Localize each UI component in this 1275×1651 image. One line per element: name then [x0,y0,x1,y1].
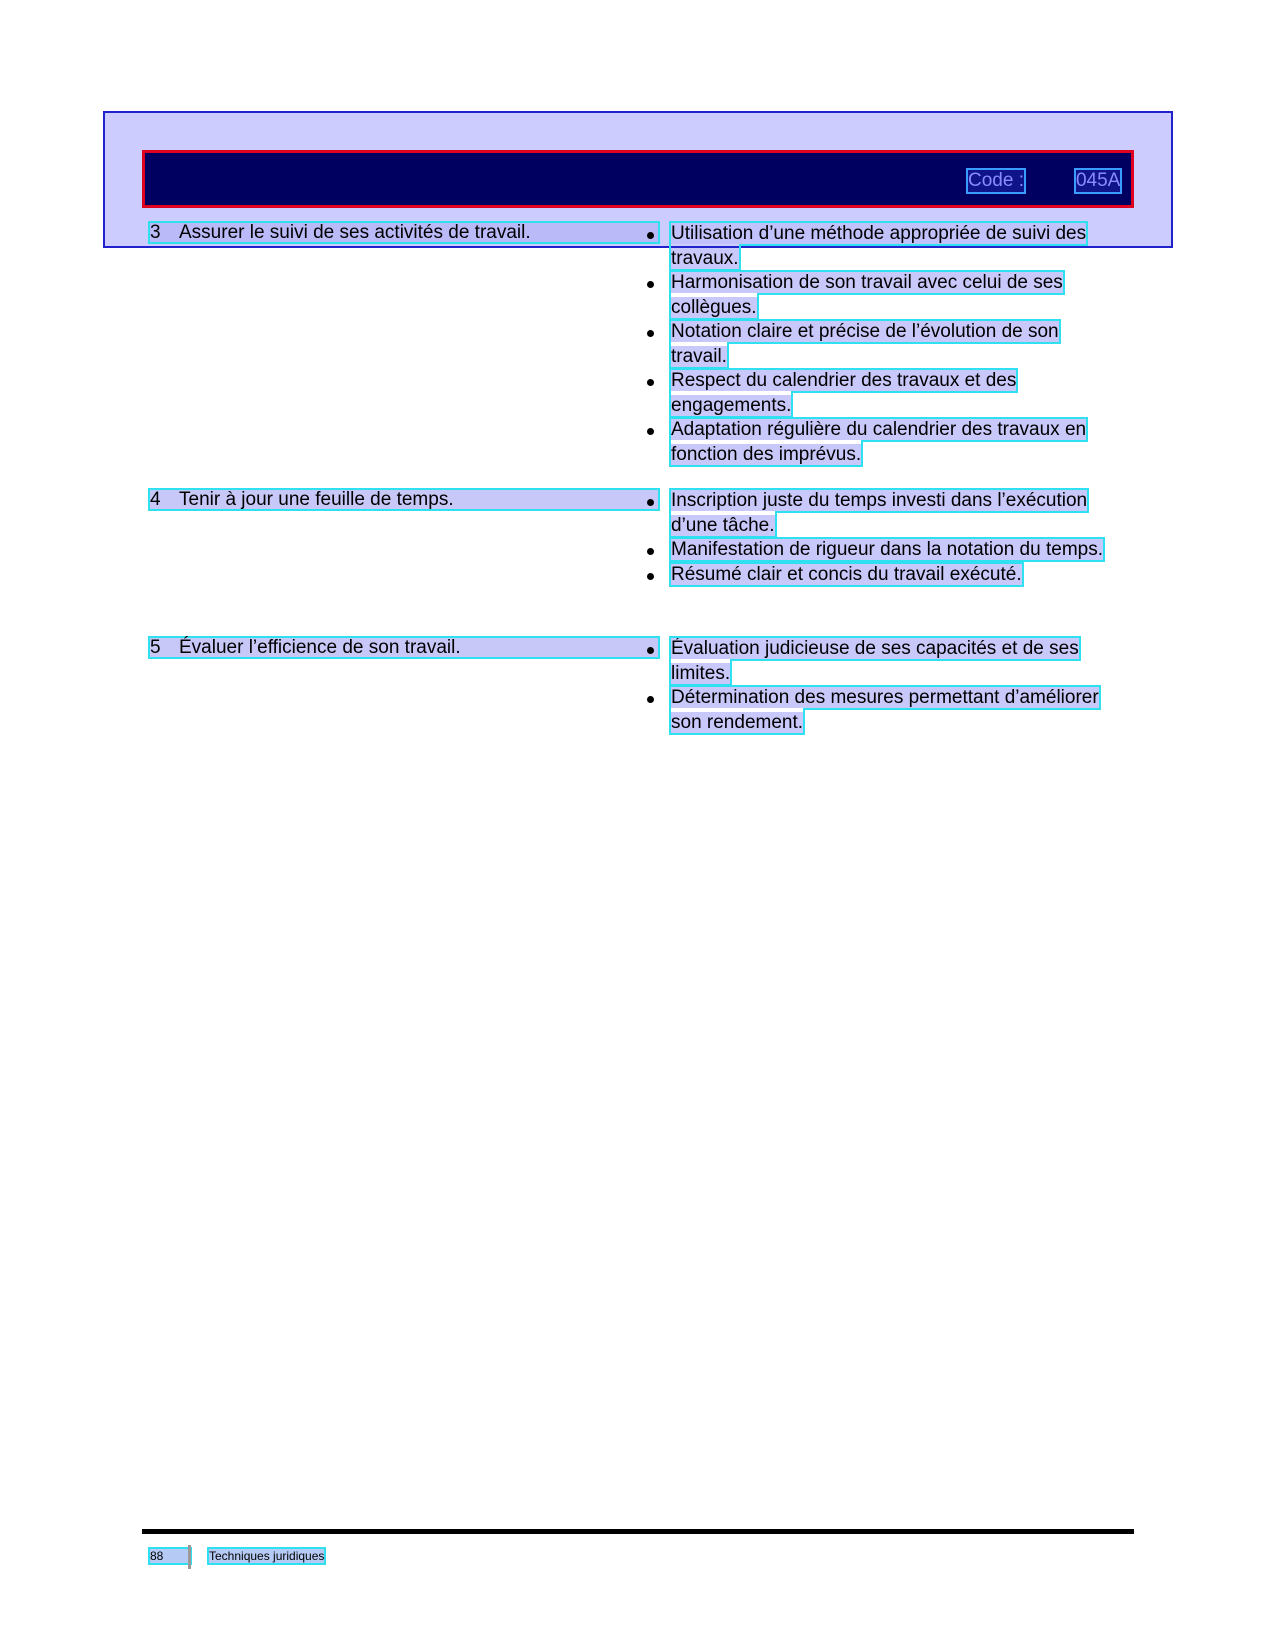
bullet-icon [647,379,654,386]
criteria-item: Notation claire et précise de l’évolution de son travail. [647,320,1117,369]
criteria-list [647,489,1117,587]
page-footer [150,1545,324,1569]
criteria-item: Résumé clair et concis du travail exécuté. [647,563,1117,588]
bullet-icon [647,696,654,703]
criteria-item: Évaluation judicieuse de ses capacités et de ses limites. [647,637,1117,686]
criteria-item: Adaptation régulière du calendrier des travaux en fonction des imprévus. [647,418,1117,467]
bullet-icon [647,232,654,239]
code-value: 045A [1075,170,1121,191]
competence-text: Évaluer l’efficience de son travail. [179,637,461,658]
competence-text: Assurer le suivi de ses activités de travail. [179,222,531,243]
footer-rule [142,1529,1134,1534]
criteria-item: Utilisation d’une méthode appropriée de suivi des travaux. [647,222,1117,271]
bullet-icon [647,647,654,654]
bullet-icon [647,428,654,435]
competence-number: 3 [150,222,161,243]
criteria-list [647,637,1117,735]
competence-number: 5 [150,637,161,658]
bullet-icon [647,548,654,555]
footer-separator [188,1545,191,1569]
bullet-icon [647,499,654,506]
criteria-item: Manifestation de rigueur dans la notation du temps. [647,538,1117,563]
program-name: Techniques juridiques [209,1549,325,1564]
competence-number: 4 [150,489,161,510]
bullet-icon [647,330,654,337]
code-prefix: Code : [968,170,1024,191]
program-code [968,170,1120,192]
criteria-list [647,222,1117,467]
criteria-item: Respect du calendrier des travaux et des engagements. [647,369,1117,418]
criteria-item: Harmonisation de son travail avec celui de ses collègues. [647,271,1117,320]
competence-text: Tenir à jour une feuille de temps. [179,489,454,510]
criteria-item: Inscription juste du temps investi dans l’exécution d’une tâche. [647,489,1117,538]
criteria-item: Détermination des mesures permettant d’améliorer son rendement. [647,686,1117,735]
page-number: 88 [150,1549,190,1563]
bullet-icon [647,281,654,288]
bullet-icon [647,573,654,580]
